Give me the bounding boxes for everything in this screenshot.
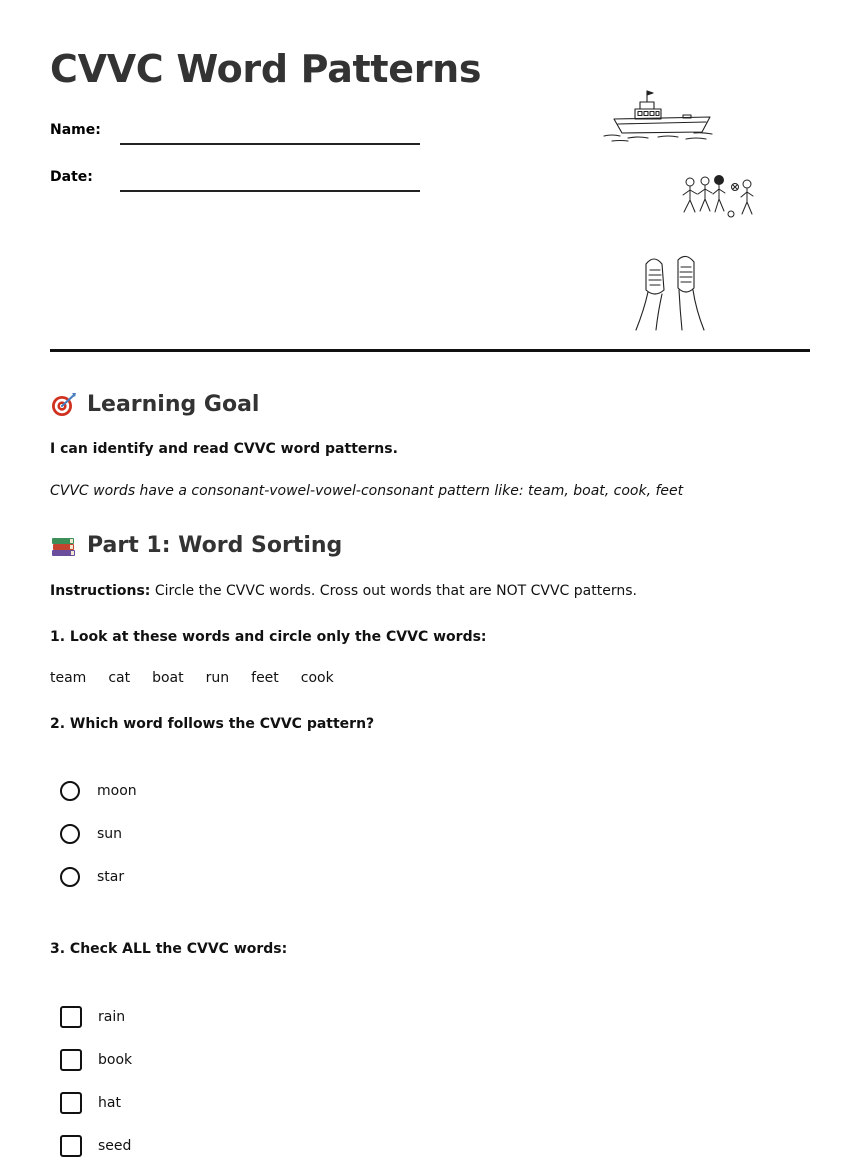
checkbox-option-seed[interactable] <box>60 1135 131 1157</box>
learning-goal-statement: I can identify and read CVVC word patterns. <box>50 441 398 457</box>
learning-goal-note: CVVC words have a consonant-vowel-vowel-consonant pattern like: team, boat, cook, feet <box>50 483 684 499</box>
header-divider <box>50 349 810 352</box>
checkbox[interactable] <box>60 1135 82 1157</box>
word-list <box>50 670 356 686</box>
word-item[interactable]: cook <box>300 670 334 686</box>
checkbox-option-rain[interactable] <box>60 1006 125 1028</box>
learning-goal-heading <box>50 390 259 418</box>
option-label: star <box>97 869 125 885</box>
name-label: Name: <box>50 122 101 138</box>
radio-option-star[interactable] <box>60 867 124 887</box>
instructions-label: Instructions: <box>50 583 151 599</box>
word-item[interactable]: team <box>50 670 87 686</box>
question-1: 1. Look at these words and circle only the CVVC words: <box>50 629 487 645</box>
page-title: CVVC Word Patterns <box>50 47 482 91</box>
checkbox[interactable] <box>60 1049 82 1071</box>
checkbox[interactable] <box>60 1092 82 1114</box>
checkbox[interactable] <box>60 1006 82 1028</box>
option-label: hat <box>98 1095 121 1111</box>
learning-goal-title: Learning Goal <box>87 391 260 417</box>
name-field[interactable] <box>120 143 420 145</box>
word-item[interactable]: run <box>205 670 230 686</box>
question-2: 2. Which word follows the CVVC pattern? <box>50 716 375 732</box>
boat-icon <box>598 88 722 146</box>
checkbox-option-book[interactable] <box>60 1049 132 1071</box>
target-icon <box>50 390 78 418</box>
option-label: book <box>98 1052 133 1068</box>
books-icon <box>50 531 78 559</box>
word-item[interactable]: feet <box>251 670 279 686</box>
instructions-text: Circle the CVVC words. Cross out words that are NOT CVVC patterns. <box>150 583 637 599</box>
option-label: rain <box>98 1009 126 1025</box>
radio-button[interactable] <box>60 824 80 844</box>
radio-option-moon[interactable] <box>60 781 137 801</box>
kids-playing-soccer-icon <box>678 172 762 222</box>
word-item[interactable]: boat <box>152 670 184 686</box>
question-3: 3. Check ALL the CVVC words: <box>50 941 288 957</box>
word-item[interactable]: cat <box>108 670 131 686</box>
instructions <box>50 583 637 599</box>
radio-button[interactable] <box>60 867 80 887</box>
date-label: Date: <box>50 169 93 185</box>
option-label: moon <box>97 783 137 799</box>
part1-heading <box>50 531 342 559</box>
option-label: seed <box>98 1138 132 1154</box>
radio-option-sun[interactable] <box>60 824 122 844</box>
date-field[interactable] <box>120 190 420 192</box>
part1-title: Part 1: Word Sorting <box>87 532 343 558</box>
radio-button[interactable] <box>60 781 80 801</box>
option-label: sun <box>97 826 123 842</box>
checkbox-option-hat[interactable] <box>60 1092 121 1114</box>
sneakers-icon <box>630 250 710 334</box>
